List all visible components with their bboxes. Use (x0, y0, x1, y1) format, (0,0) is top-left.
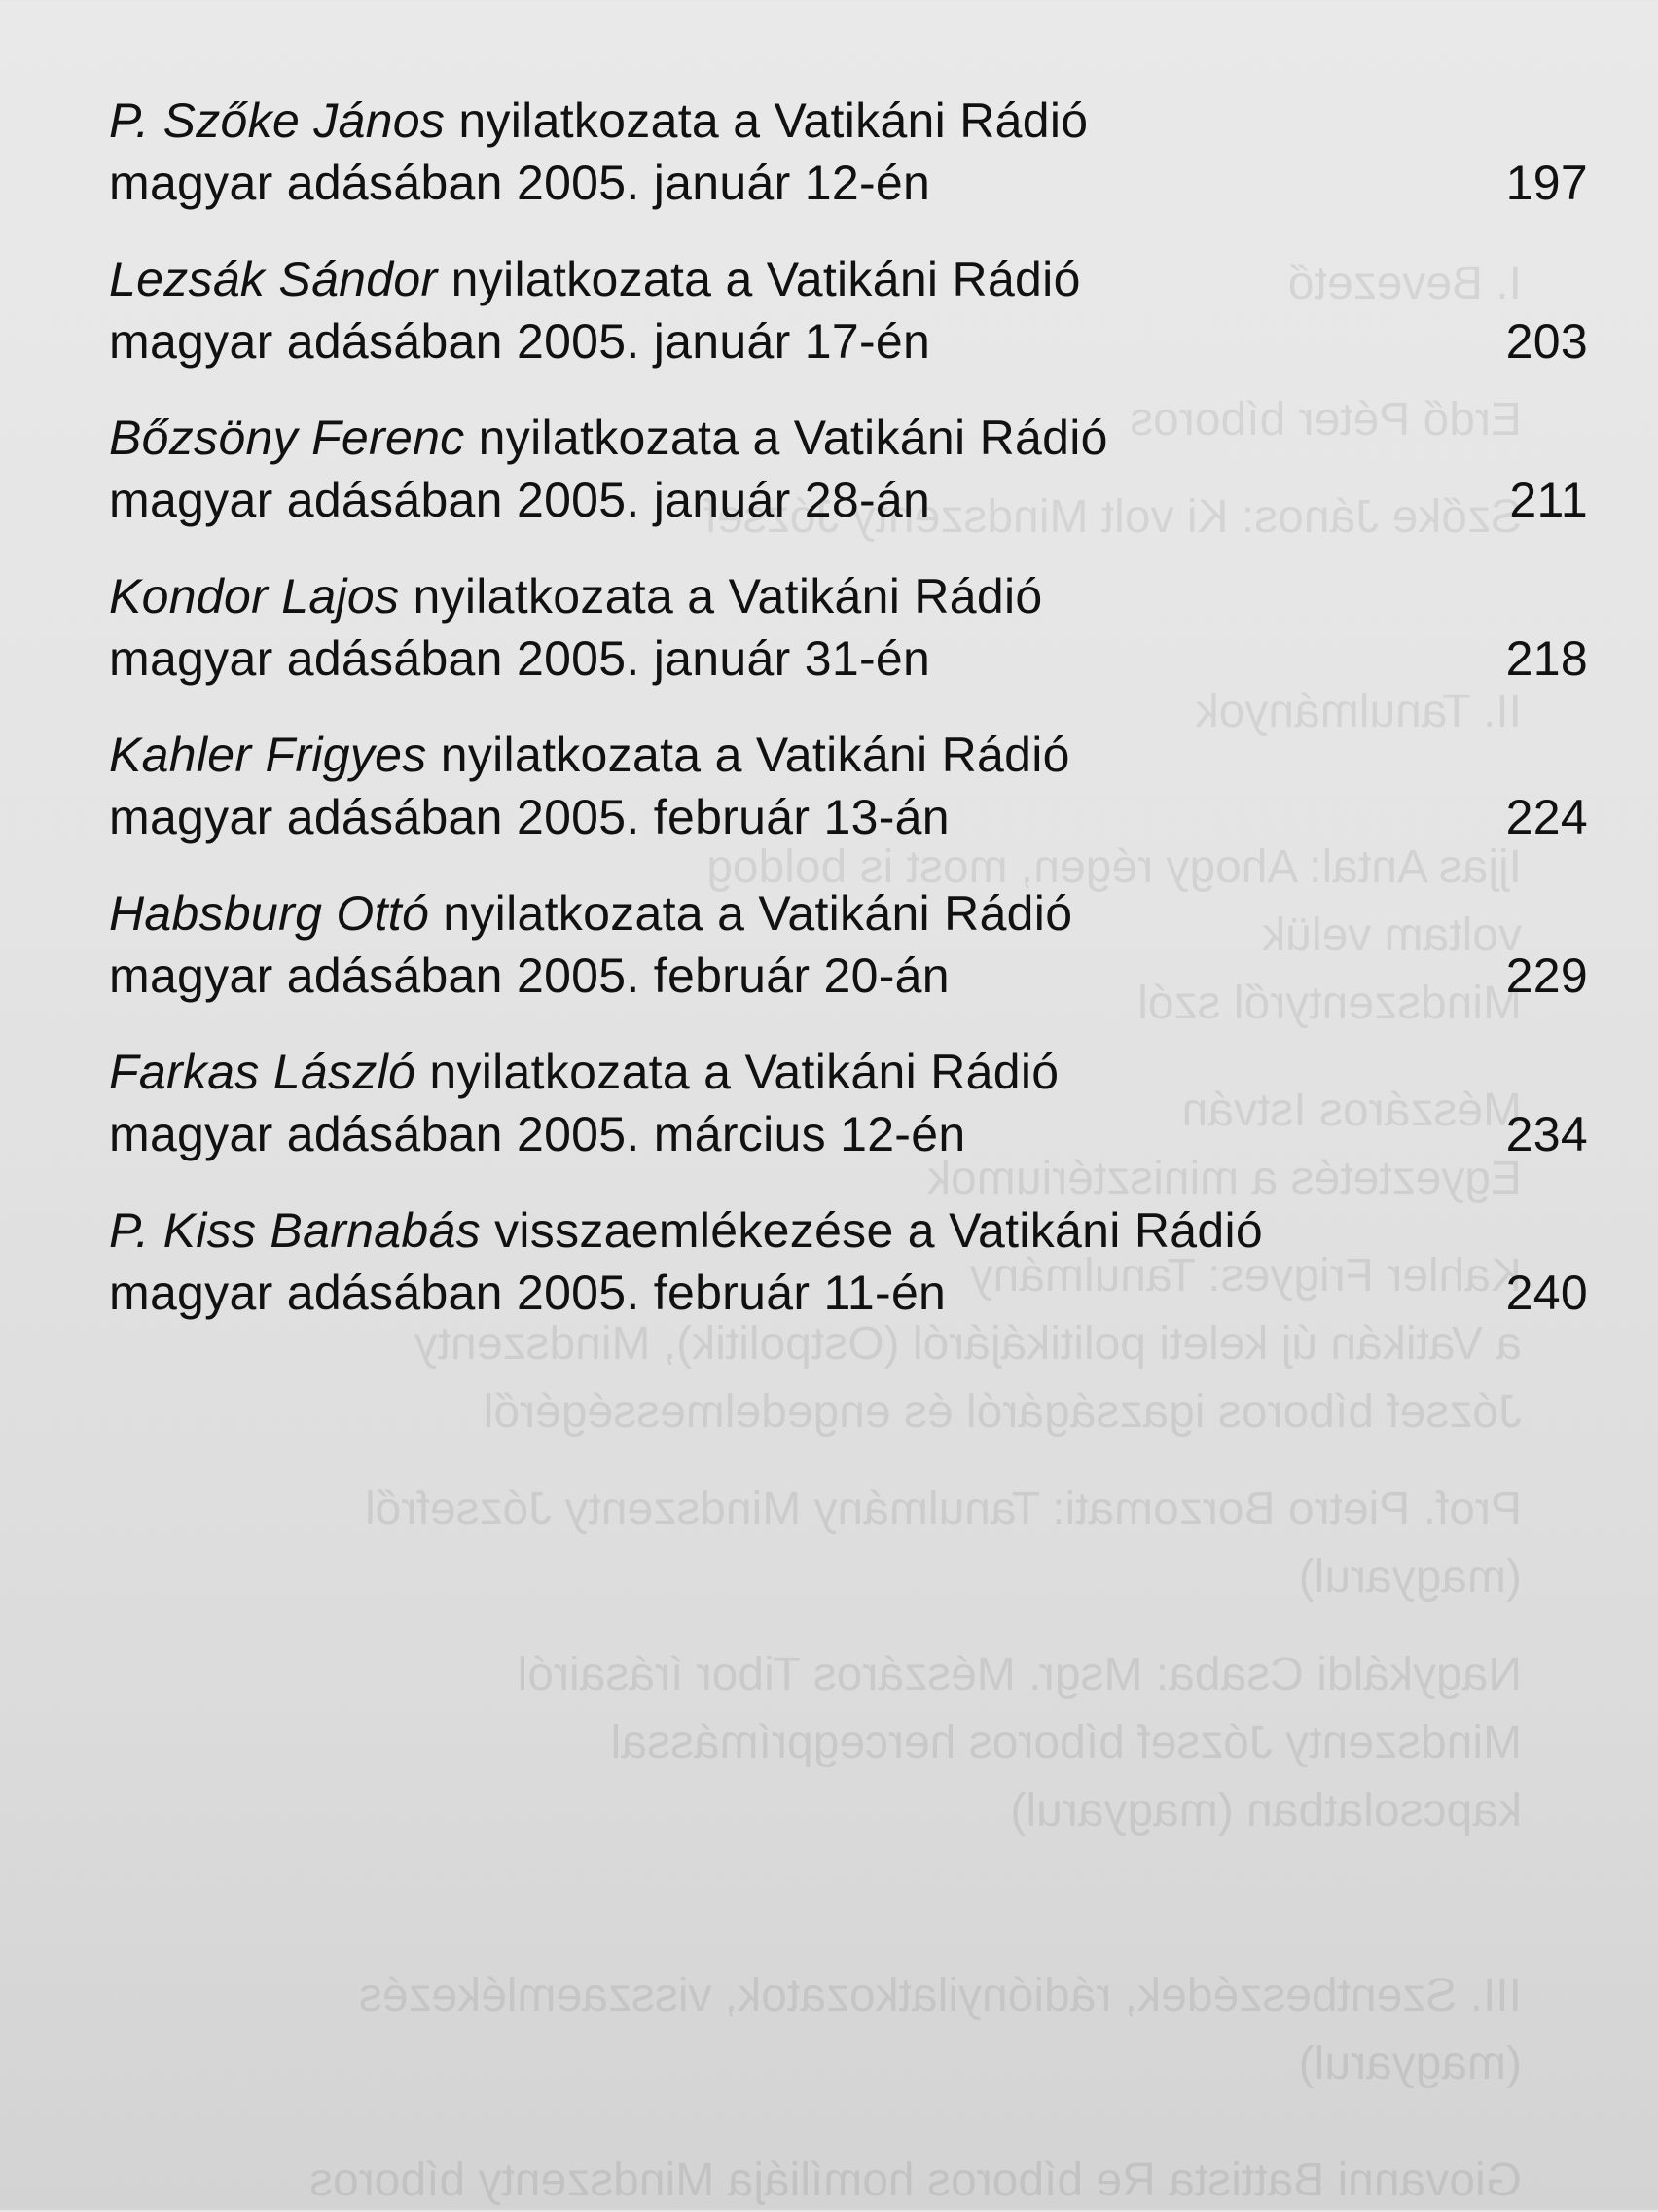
entry-title-rest: nyilatkozata a Vatikáni Rádió (399, 569, 1043, 624)
entry-detail-line (109, 786, 1588, 848)
entry-detail-line (109, 627, 1588, 690)
entry-title-line (109, 724, 1588, 786)
entry-detail-line (109, 1262, 1588, 1324)
entry-title-line (109, 1199, 1588, 1262)
entry-date-text: magyar adásában 2005. január 28-án (109, 473, 931, 527)
entry-title-line (109, 565, 1588, 627)
entry-date-text: magyar adásában 2005. február 11-én (109, 1266, 947, 1320)
person-name: Kahler Frigyes (109, 728, 427, 782)
table-of-contents (109, 89, 1588, 1358)
toc-entry (109, 407, 1588, 565)
toc-entry (109, 565, 1588, 724)
entry-title-rest: nyilatkozata a Vatikáni Rádió (437, 252, 1081, 306)
toc-entry (109, 724, 1588, 882)
entry-detail-line (109, 1103, 1588, 1165)
entry-title-rest: visszaemlékezése a Vatikáni Rádió (480, 1203, 1263, 1258)
entry-title-rest: nyilatkozata a Vatikáni Rádió (429, 886, 1073, 941)
person-name: Habsburg Ottó (109, 886, 430, 941)
entry-detail-line (109, 469, 1588, 531)
entry-detail-line (109, 310, 1588, 373)
person-name: P. Kiss Barnabás (109, 1203, 481, 1258)
page-number: 218 (1505, 631, 1588, 686)
toc-entry (109, 882, 1588, 1041)
entry-title-line (109, 89, 1588, 152)
toc-entry (109, 1041, 1588, 1199)
entry-title-line (109, 407, 1588, 469)
page-number: 224 (1505, 790, 1588, 844)
entry-title-line (109, 882, 1588, 945)
entry-title-line (109, 1041, 1588, 1103)
entry-title-rest: nyilatkozata a Vatikáni Rádió (426, 728, 1070, 782)
page-number: 211 (1509, 473, 1588, 527)
entry-title-rest: nyilatkozata a Vatikáni Rádió (464, 410, 1108, 465)
entry-date-text: magyar adásában 2005. február 13-án (109, 790, 950, 844)
entry-date-text: magyar adásában 2005. január 31-én (109, 631, 931, 686)
page-number: 197 (1505, 156, 1588, 210)
page-number: 229 (1505, 948, 1588, 1003)
entry-title-rest: nyilatkozata a Vatikáni Rádió (445, 93, 1089, 148)
person-name: Kondor Lajos (109, 569, 400, 624)
person-name: Farkas László (109, 1045, 416, 1099)
entry-detail-line (109, 945, 1588, 1007)
page-number: 234 (1505, 1107, 1588, 1161)
entry-date-text: magyar adásában 2005. március 12-én (109, 1107, 966, 1161)
entry-date-text: magyar adásában 2005. január 17-én (109, 314, 931, 369)
person-name: Lezsák Sándor (109, 252, 438, 306)
toc-entry (109, 89, 1588, 248)
entry-date-text: magyar adásában 2005. január 12-én (109, 156, 931, 210)
person-name: P. Szőke János (109, 93, 446, 148)
toc-entry (109, 1199, 1588, 1358)
entry-detail-line (109, 152, 1588, 214)
bleed-through-background: I. Bevezető Erdő Péter bíboros Szőke János: Ki volt Mindszenty József II. Tanulmányok Ijjas Antal: Ahogy régen, most is boldog voltam velük Mindszentyről szól Mészáros István Egyeztetés a minisztériumok Kahler Frigyes: Tanulmány a Vatikán új keleti politikájáról (Ostpolitik), Mindszenty József bíboros igazságáról és engedelmességéről Prof. Pietro Borzomati: Tanulmány Mindszenty Józsefről (magyarul) Nagykáldi Csaba: Msgr. Mészáros Tibor írásairól Mindszenty József bíboros hercegprímással kapcsolatban (magyarul) III. Szentbeszédek, rádiónyilatkozatok, visszaemlékezés (magyarul) Giovanni Battista Re bíboros homíliája Mindszenty bíboros (309, 258, 1522, 2206)
page-number: 203 (1505, 314, 1588, 369)
entry-title-rest: nyilatkozata a Vatikáni Rádió (415, 1045, 1060, 1099)
entry-title-line (109, 248, 1588, 310)
page-number: 240 (1505, 1266, 1588, 1320)
toc-entry (109, 248, 1588, 407)
entry-date-text: magyar adásában 2005. február 20-án (109, 948, 950, 1003)
person-name: Bőzsöny Ferenc (109, 410, 465, 465)
